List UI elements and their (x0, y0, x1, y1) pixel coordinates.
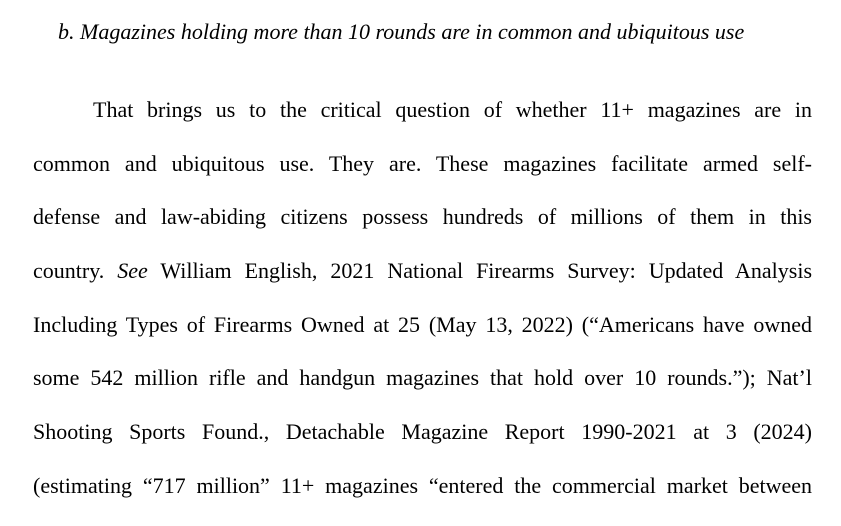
paragraph-line (33, 255, 812, 309)
paragraph-line: some 542 million rifle and handgun magazines that hold over 10 rounds.”); Nat’l (33, 365, 812, 391)
paragraph-line: That brings us to the critical question of whether 11+ magazines are in (93, 97, 812, 122)
see-signal: See (117, 258, 148, 284)
section-heading: b. Magazines holding more than 10 rounds are in common and ubiquitous use (58, 19, 745, 44)
body-paragraph (33, 94, 812, 524)
paragraph-line: (estimating “717 million” 11+ magazines “entered the commercial market between (33, 472, 812, 498)
paragraph-line: common and ubiquitous use. They are. These magazines facilitate armed self- (33, 150, 812, 176)
paragraph-line: defense and law-abiding citizens possess hundreds of millions of them in this (33, 204, 812, 230)
paragraph-line: Including Types of Firearms Owned at 25 (May 13, 2022) (“Americans have owned (33, 311, 812, 337)
citation-line: country. See William English, 2021 National Firearms Survey: Updated Analysis (33, 258, 812, 284)
paragraph-line: Shooting Sports Found., Detachable Magazine Report 1990-2021 at 3 (2024) (33, 419, 812, 445)
